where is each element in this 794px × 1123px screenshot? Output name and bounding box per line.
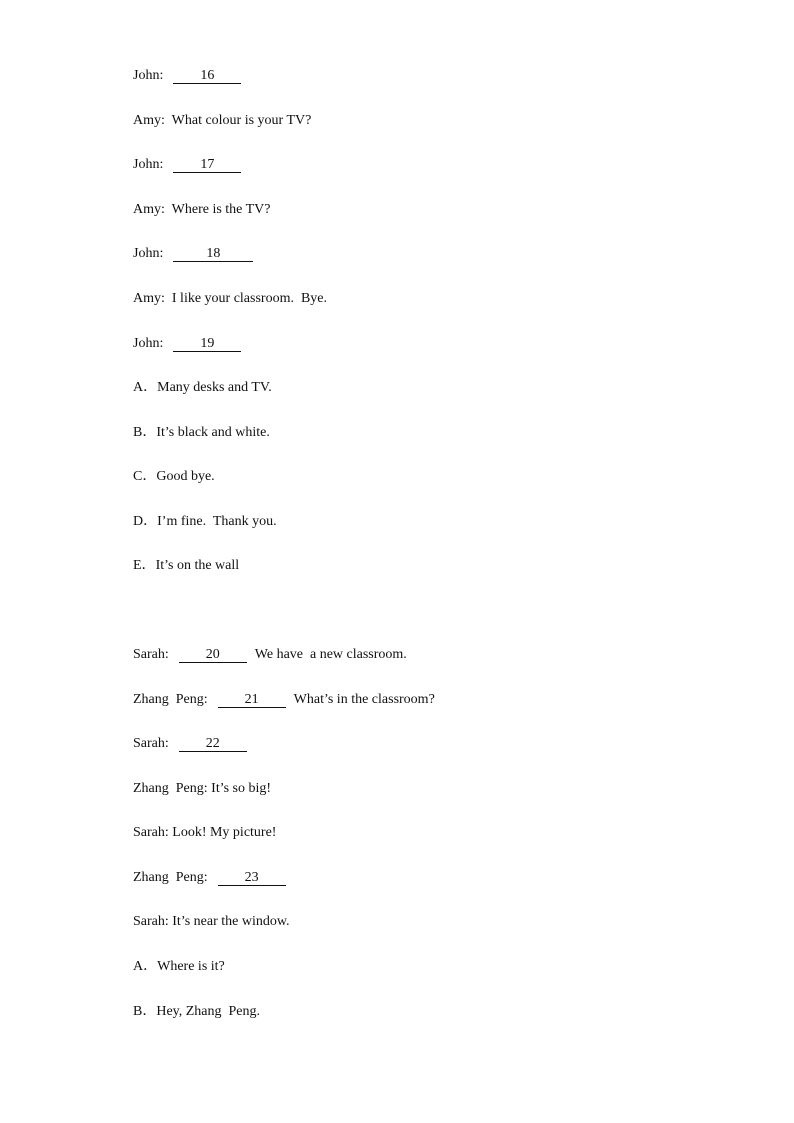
answer-blank: 21 bbox=[218, 692, 286, 708]
option-label: A． bbox=[133, 380, 158, 395]
speaker-label: Amy: bbox=[133, 291, 165, 306]
dialogue-text: It’s near the window. bbox=[172, 914, 290, 929]
dialogue-text: What’s in the classroom? bbox=[293, 692, 435, 707]
option-label: D． bbox=[133, 514, 158, 529]
speaker-label: Amy: bbox=[133, 202, 165, 217]
dialogue-line bbox=[133, 155, 241, 175]
dialogue-text: It’s so big! bbox=[211, 781, 272, 796]
answer-blank: 17 bbox=[173, 157, 241, 173]
dialogue-line bbox=[133, 244, 253, 264]
dialogue-line bbox=[133, 334, 241, 354]
option-text: It’s on the wall bbox=[155, 558, 240, 573]
speaker-label: Sarah: bbox=[133, 736, 169, 751]
dialogue-line bbox=[133, 645, 407, 665]
speaker-label: Zhang Peng: bbox=[133, 781, 208, 796]
option-item bbox=[133, 423, 270, 443]
speaker-label: John: bbox=[133, 246, 164, 261]
speaker-label: Sarah: bbox=[133, 825, 169, 840]
speaker-label: John: bbox=[133, 68, 164, 83]
answer-blank: 22 bbox=[179, 736, 247, 752]
option-label: E． bbox=[133, 558, 156, 573]
option-text: Many desks and TV. bbox=[157, 380, 272, 395]
dialogue-line bbox=[133, 734, 247, 754]
answer-blank: 20 bbox=[179, 647, 247, 663]
option-label: C． bbox=[133, 469, 157, 484]
option-label: B． bbox=[133, 1004, 157, 1019]
option-text: I’m fine. Thank you. bbox=[157, 514, 277, 529]
dialogue-text: What colour is your TV? bbox=[171, 113, 312, 128]
option-text: Good bye. bbox=[156, 469, 215, 484]
option-item bbox=[133, 1002, 260, 1022]
option-item bbox=[133, 467, 215, 487]
dialogue-text: We have a new classroom. bbox=[254, 647, 407, 662]
option-label: A． bbox=[133, 959, 158, 974]
option-text: Where is it? bbox=[157, 959, 225, 974]
dialogue-text: Where is the TV? bbox=[171, 202, 271, 217]
option-item bbox=[133, 512, 277, 532]
speaker-label: Amy: bbox=[133, 113, 165, 128]
dialogue-line bbox=[133, 779, 271, 799]
speaker-label: Zhang Peng: bbox=[133, 692, 208, 707]
dialogue-text: I like your classroom. Bye. bbox=[171, 291, 328, 306]
speaker-label: Sarah: bbox=[133, 914, 169, 929]
dialogue-line bbox=[133, 690, 435, 710]
speaker-label: Zhang Peng: bbox=[133, 870, 208, 885]
option-item bbox=[133, 378, 272, 398]
speaker-label: John: bbox=[133, 336, 164, 351]
dialogue-line bbox=[133, 289, 327, 309]
dialogue-line bbox=[133, 823, 276, 843]
dialogue-text: Look! My picture! bbox=[172, 825, 277, 840]
speaker-label: John: bbox=[133, 157, 164, 172]
answer-blank: 19 bbox=[173, 336, 241, 352]
answer-blank: 23 bbox=[218, 870, 286, 886]
dialogue-line bbox=[133, 200, 271, 220]
dialogue-line bbox=[133, 868, 286, 888]
dialogue-line bbox=[133, 66, 241, 86]
option-item bbox=[133, 556, 239, 576]
answer-blank: 16 bbox=[173, 68, 241, 84]
option-text: It’s black and white. bbox=[156, 425, 270, 440]
option-text: Hey, Zhang Peng. bbox=[156, 1004, 261, 1019]
dialogue-line bbox=[133, 912, 290, 932]
option-label: B． bbox=[133, 425, 157, 440]
speaker-label: Sarah: bbox=[133, 647, 169, 662]
dialogue-line bbox=[133, 111, 311, 131]
answer-blank: 18 bbox=[173, 246, 253, 262]
option-item bbox=[133, 957, 225, 977]
